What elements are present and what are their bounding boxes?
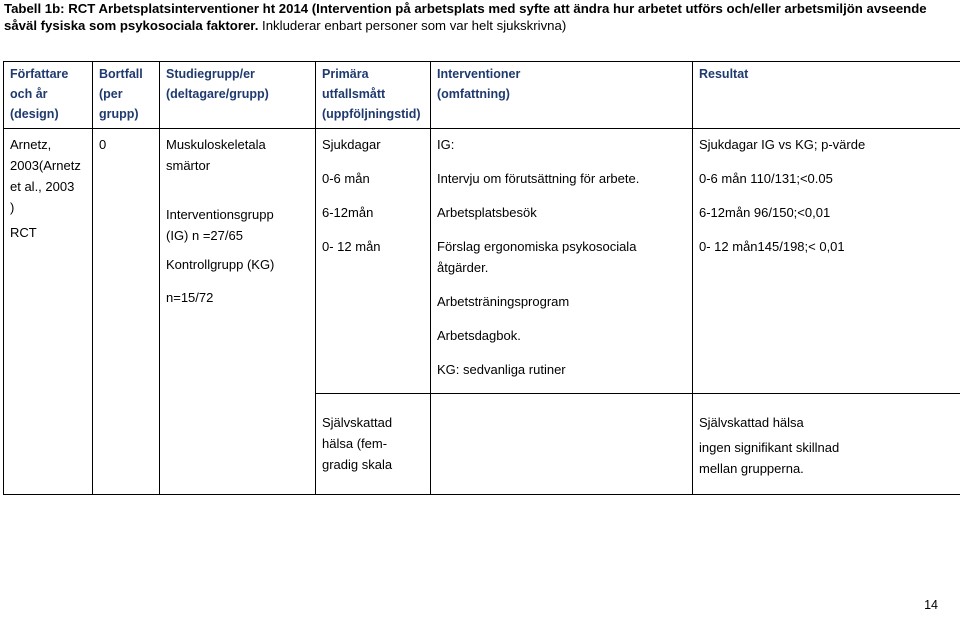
cell-primary-outcome-2: Självskattad hälsa (fem- gradig skala <box>316 394 431 495</box>
header-row <box>4 62 960 129</box>
page-number: 14 <box>924 598 938 612</box>
caption-light: Inkluderar enbart personer som var helt sjukskrivna) <box>262 18 567 33</box>
cell-dropout: 0 <box>93 129 160 495</box>
header-study-group: Studiegrupp/er (deltagare/grupp) <box>160 62 316 129</box>
cell-interventions-2 <box>431 394 693 495</box>
cell-primary-outcome: Sjukdagar 0-6 mån 6-12mån 0- 12 mån <box>316 129 431 394</box>
results-table <box>3 61 960 495</box>
table-row <box>4 129 960 394</box>
design-label: RCT <box>10 225 37 240</box>
caption-bold: Tabell 1b: RCT Arbetsplatsinterventioner ht 2014 (Intervention på arbetsplats med syfte att ändra hur arbetet utförs och/eller arbetsmiljön avseende såväl fysiska som psykosociala faktorer. <box>4 1 927 33</box>
cell-result: Sjukdagar IG vs KG; p-värde 0-6 mån 110/131;<0.05 6-12mån 96/150;<0,01 0- 12 mån145/198;< 0,01 <box>693 129 960 394</box>
cell-study-group: Muskuloskeletala smärtor Interventionsgrupp (IG) n =27/65 Kontrollgrupp (KG) n=15/72 <box>160 129 316 495</box>
cell-author: Arnetz, 2003(Arnetz et al., 2003 ) RCT <box>4 129 93 495</box>
header-result: Resultat <box>693 62 960 129</box>
header-primary-outcome: Primära utfallsmått (uppföljningstid) <box>316 62 431 129</box>
header-author: Författare och år (design) <box>4 62 93 129</box>
header-interventions: Interventioner (omfattning) <box>431 62 693 129</box>
table-caption <box>4 0 954 34</box>
header-dropout: Bortfall (per grupp) <box>93 62 160 129</box>
cell-interventions: IG: Intervju om förutsättning för arbete. Arbetsplatsbesök Förslag ergonomiska psykosociala åtgärder. Arbetsträningsprogram Arbetsdagbok. KG: sedvanliga rutiner <box>431 129 693 394</box>
cell-result-2: Självskattad hälsa ingen signifikant skillnad mellan grupperna. <box>693 394 960 495</box>
